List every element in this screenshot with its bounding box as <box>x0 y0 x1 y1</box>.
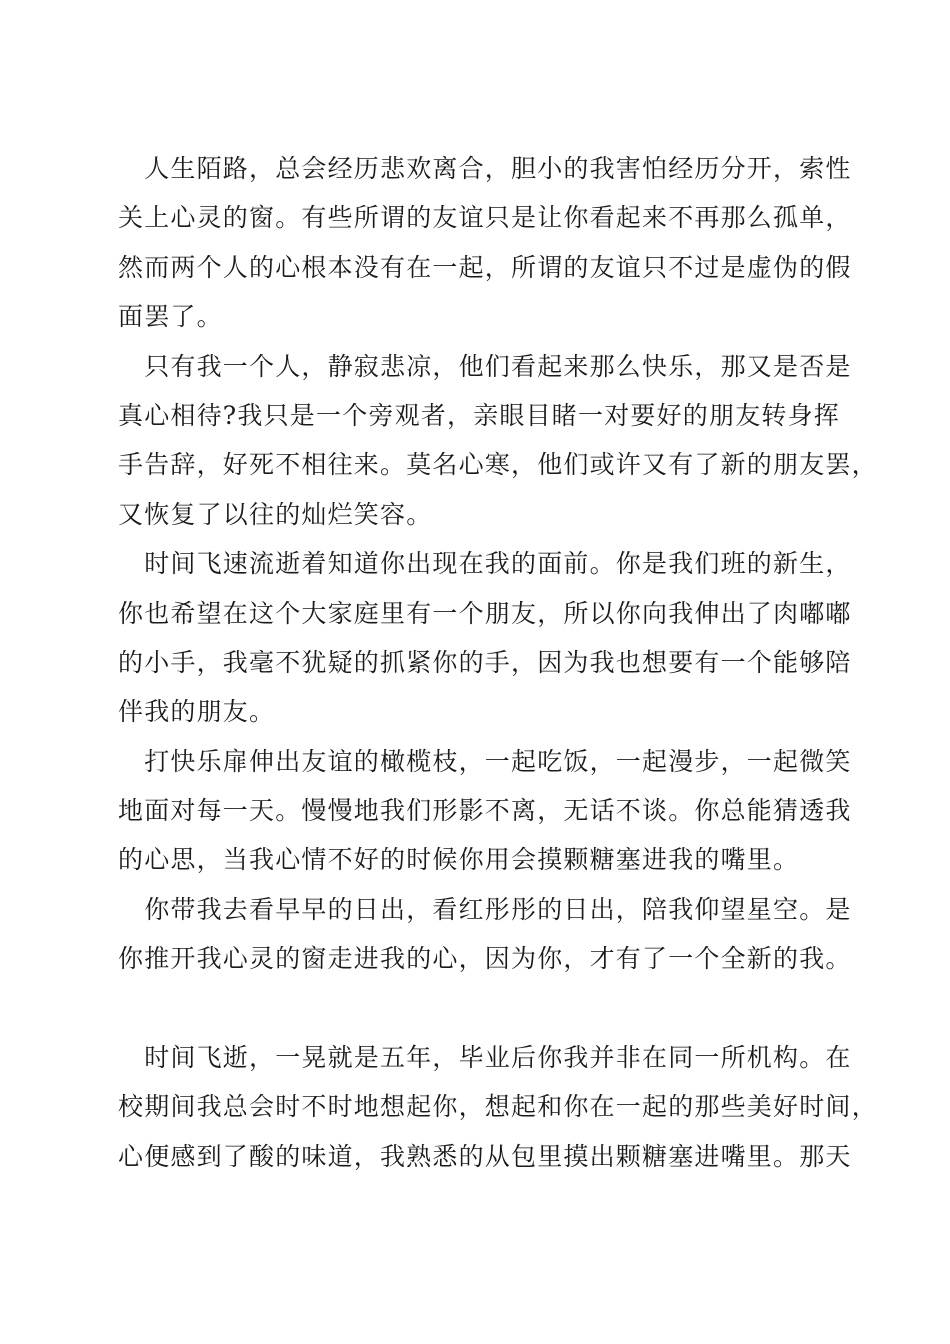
text-line: 又恢复了以往的灿烂笑容。 <box>118 499 433 529</box>
text-line: 时间飞逝，一晃就是五年，毕业后你我并非在同一所机构。在 <box>118 1043 852 1073</box>
text-line: 的小手，我毫不犹疑的抓紧你的手，因为我也想要有一个能够陪 <box>118 647 852 677</box>
text-line: 你也希望在这个大家庭里有一个朋友，所以你向我伸出了肉嘟嘟 <box>118 598 852 628</box>
text-line: 关上心灵的窗。有些所谓的友谊只是让你看起来不再那么孤单， <box>118 203 852 233</box>
text-line: 手告辞，好死不相往来。莫名心寒，他们或许又有了新的朋友罢， <box>118 450 878 480</box>
text-line: 打快乐扉伸出友谊的橄榄枝，一起吃饭，一起漫步，一起微笑 <box>118 746 852 776</box>
paragraph-1 <box>118 144 852 342</box>
text-line: 只有我一个人，静寂悲凉，他们看起来那么快乐，那又是否是 <box>118 351 852 381</box>
text-line: 你带我去看早早的日出，看红彤彤的日出，陪我仰望星空。是 <box>118 894 852 924</box>
text-line: 时间飞速流逝着知道你出现在我的面前。你是我们班的新生， <box>118 549 852 579</box>
paragraph-6 <box>118 1033 878 1181</box>
paragraph-5 <box>118 885 852 984</box>
text-line: 真心相待?我只是一个旁观者，亲眼目睹一对要好的朋友转身挥 <box>118 400 841 430</box>
paragraph-2 <box>118 342 878 540</box>
text-line: 人生陌路，总会经历悲欢离合，胆小的我害怕经历分开，索性 <box>118 154 852 183</box>
text-line: 然而两个人的心根本没有在一起，所谓的友谊只不过是虚伪的假 <box>118 252 852 282</box>
text-line: 伴我的朋友。 <box>118 697 276 727</box>
paragraph-4 <box>118 737 852 885</box>
text-line: 地面对每一天。慢慢地我们形影不离，无话不谈。你总能猜透我 <box>118 796 852 826</box>
text-line: 你推开我心灵的窗走进我的心，因为你，才有了一个全新的我。 <box>118 944 852 974</box>
article-body <box>118 144 878 1181</box>
text-line: 的心思，当我心情不好的时候你用会摸颗糖塞进我的嘴里。 <box>118 845 800 875</box>
paragraph-3 <box>118 539 852 737</box>
text-line: 校期间我总会时不时地想起你，想起和你在一起的那些美好时间， <box>118 1092 878 1122</box>
text-line: 面罢了。 <box>118 302 223 332</box>
blank-line <box>118 984 838 1033</box>
text-line: 心便感到了酸的味道，我熟悉的从包里摸出颗糖塞进嘴里。那天 <box>118 1141 852 1171</box>
